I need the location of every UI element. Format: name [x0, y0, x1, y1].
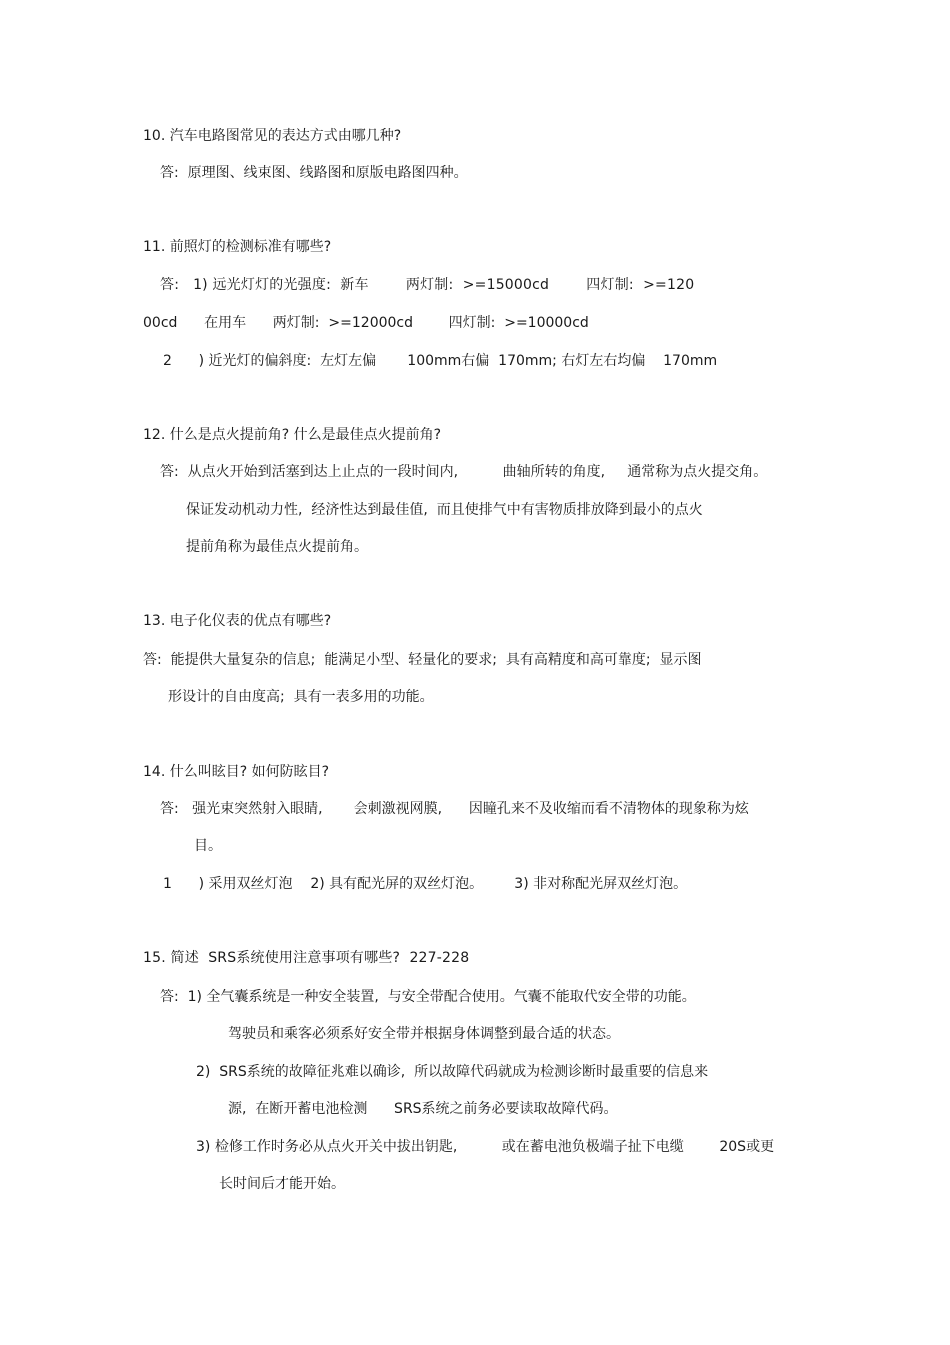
answer-14-line-3: 1 ) 采用双丝灯泡 2) 具有配光屏的双丝灯泡。 3) 非对称配光屏双丝灯泡。 — [163, 876, 688, 892]
question-14: 14. 什么叫眩目? 如何防眩目? — [143, 764, 330, 780]
answer-11-line-3: 2 ) 近光灯的偏斜度: 左灯左偏 100mm右偏 170mm; 右灯左右均偏 170mm — [163, 353, 718, 369]
answer-15-line-1: 答: 1) 全气囊系统是一种安全装置, 与安全带配合使用。气囊不能取代安全带的功能。 — [160, 989, 696, 1005]
answer-14-line-1: 答: 强光束突然射入眼睛, 会刺激视网膜, 因瞳孔来不及收缩而看不清物体的现象称为炫 — [160, 801, 749, 817]
answer-15-line-3: 2) SRS系统的故障征兆难以确诊, 所以故障代码就成为检测诊断时最重要的信息来 — [196, 1064, 709, 1080]
answer-14-line-2: 目。 — [194, 838, 222, 854]
question-10: 10. 汽车电路图常见的表达方式由哪几种? — [143, 128, 402, 144]
answer-15-line-4: 源, 在断开蓄电池检测 SRS系统之前务必要读取故障代码。 — [228, 1101, 618, 1117]
answer-12-line-2: 保证发动机动力性, 经济性达到最佳值, 而且使排气中有害物质排放降到最小的点火 — [186, 502, 703, 518]
question-12: 12. 什么是点火提前角? 什么是最佳点火提前角? — [143, 427, 442, 443]
answer-15-line-5: 3) 检修工作时务必从点火开关中拔出钥匙, 或在蓄电池负极端子扯下电缆 20S或更 — [196, 1139, 775, 1155]
answer-10: 答: 原理图、线束图、线路图和原版电路图四种。 — [160, 165, 468, 181]
answer-12-line-1: 答: 从点火开始到活塞到达上止点的一段时间内, 曲轴所转的角度, 通常称为点火提交角。 — [160, 464, 768, 480]
answer-11-line-2: 00cd 在用车 两灯制: >=12000cd 四灯制: >=10000cd — [143, 315, 589, 331]
answer-13-line-1: 答: 能提供大量复杂的信息; 能满足小型、轻量化的要求; 具有高精度和高可靠度; 显示图 — [143, 652, 702, 668]
question-13: 13. 电子化仪表的优点有哪些? — [143, 613, 332, 629]
answer-13-line-2: 形设计的自由度高; 具有一表多用的功能。 — [168, 689, 434, 705]
answer-12-line-3: 提前角称为最佳点火提前角。 — [186, 539, 368, 555]
question-11: 11. 前照灯的检测标准有哪些? — [143, 239, 332, 255]
answer-15-line-6: 长时间后才能开始。 — [219, 1176, 345, 1192]
answer-15-line-2: 驾驶员和乘客必须系好安全带并根据身体调整到最合适的状态。 — [228, 1026, 620, 1042]
question-15: 15. 简述 SRS系统使用注意事项有哪些? 227-228 — [143, 950, 470, 966]
answer-11-line-1: 答: 1) 远光灯灯的光强度: 新车 两灯制: >=15000cd 四灯制: >=120 — [160, 277, 695, 293]
